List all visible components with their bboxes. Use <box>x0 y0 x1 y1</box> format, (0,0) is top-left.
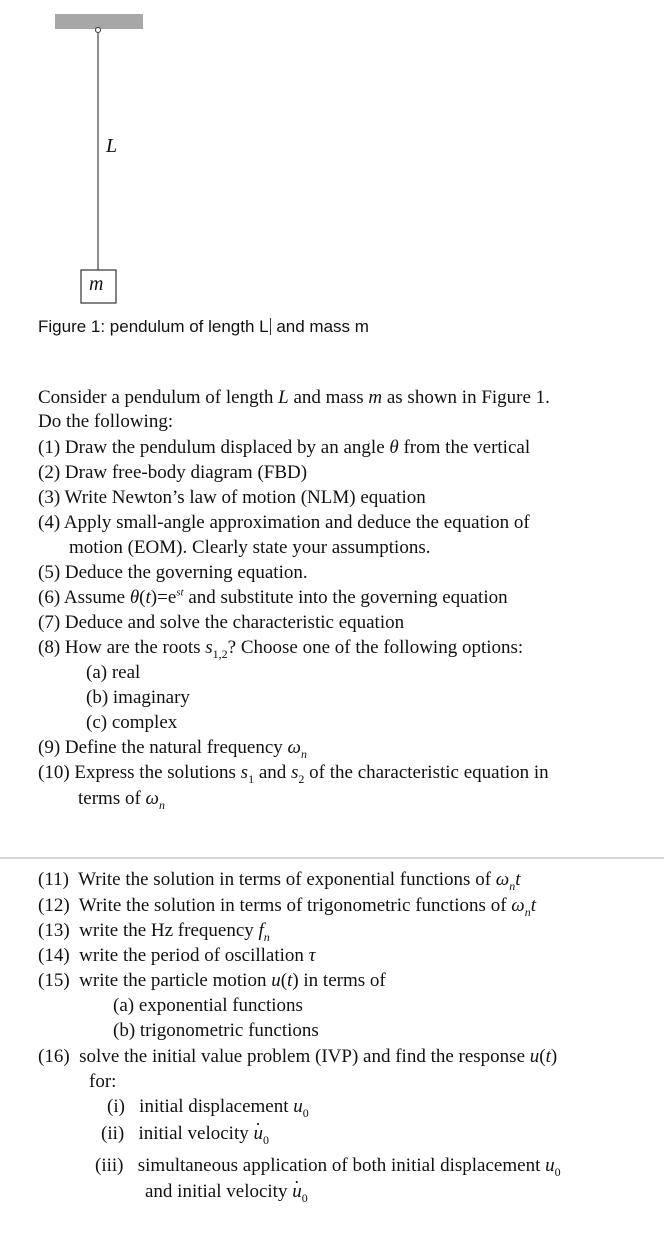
item-16-line1: (16) solve the initial value problem (IVP) and find the response u(t) <box>38 1046 558 1067</box>
item-16-ii: (ii) initial velocity · $u_0$ <box>101 1122 269 1146</box>
item-8c: (c) complex <box>86 712 178 733</box>
item-12: (12) Write the solution in terms of trigonometric functions of $\omega_nt$ <box>38 895 536 919</box>
pendulum-figure <box>0 0 664 320</box>
ceiling-support <box>55 14 143 29</box>
page-break-divider <box>0 857 664 859</box>
item-11: (11) Write the solution in terms of exponential functions of $\omega_nt$ <box>38 869 521 893</box>
figure-caption: Figure 1: pendulum of length L and mass m <box>38 317 369 336</box>
item-2: (2) Draw free-body diagram (FBD) <box>38 462 308 483</box>
item-1: (1) Draw the pendulum displaced by an angle θ from the vertical <box>38 437 531 458</box>
length-label: L <box>106 135 118 157</box>
item-14: (14) write the period of oscillation τ <box>38 945 316 966</box>
item-8b: (b) imaginary <box>86 687 190 708</box>
intro-line1: Consider a pendulum of length L and mass m as shown in Figure 1. <box>38 387 550 408</box>
item-4-line1: (4) Apply small-angle approximation and deduce the equation of <box>38 512 530 533</box>
item-16-iii-line2: and initial velocity · $u_0$ <box>145 1180 308 1204</box>
item-7: (7) Deduce and solve the characteristic equation <box>38 612 405 633</box>
item-4-line2: motion (EOM). Clearly state your assumptions. <box>69 537 431 558</box>
item-15a: (a) exponential functions <box>113 995 303 1016</box>
item-16-line2: for: <box>89 1071 117 1092</box>
pivot-point <box>96 28 101 33</box>
item-13: (13) write the Hz frequency $f_n$ <box>38 920 270 944</box>
item-10-line2: terms of $\omega_n$ <box>78 788 165 812</box>
item-16-i: (i) initial displacement $u_0$ <box>107 1096 309 1120</box>
mass-label: m <box>89 273 104 295</box>
item-8a: (a) real <box>86 662 141 683</box>
item-5: (5) Deduce the governing equation. <box>38 562 308 583</box>
item-9: (9) Define the natural frequency $\omega_n$ <box>38 737 307 761</box>
item-8: (8) How are the roots $s_{1,2}$? Choose one of the following options: <box>38 637 524 661</box>
item-15: (15) write the particle motion u(t) in terms of <box>38 970 386 991</box>
item-6: (6) Assume $\theta(t)=e^{st}$ and substitute into the governing equation <box>38 586 508 608</box>
item-15b: (b) trigonometric functions <box>113 1020 319 1041</box>
item-10-line1: (10) Express the solutions $s_1$ and $s_2$ of the characteristic equation in <box>38 762 549 786</box>
item-3: (3) Write Newton’s law of motion (NLM) equation <box>38 487 426 508</box>
intro-line2: Do the following: <box>38 411 174 432</box>
item-16-iii-line1: (iii) simultaneous application of both initial displacement $u_0$ <box>95 1155 561 1179</box>
